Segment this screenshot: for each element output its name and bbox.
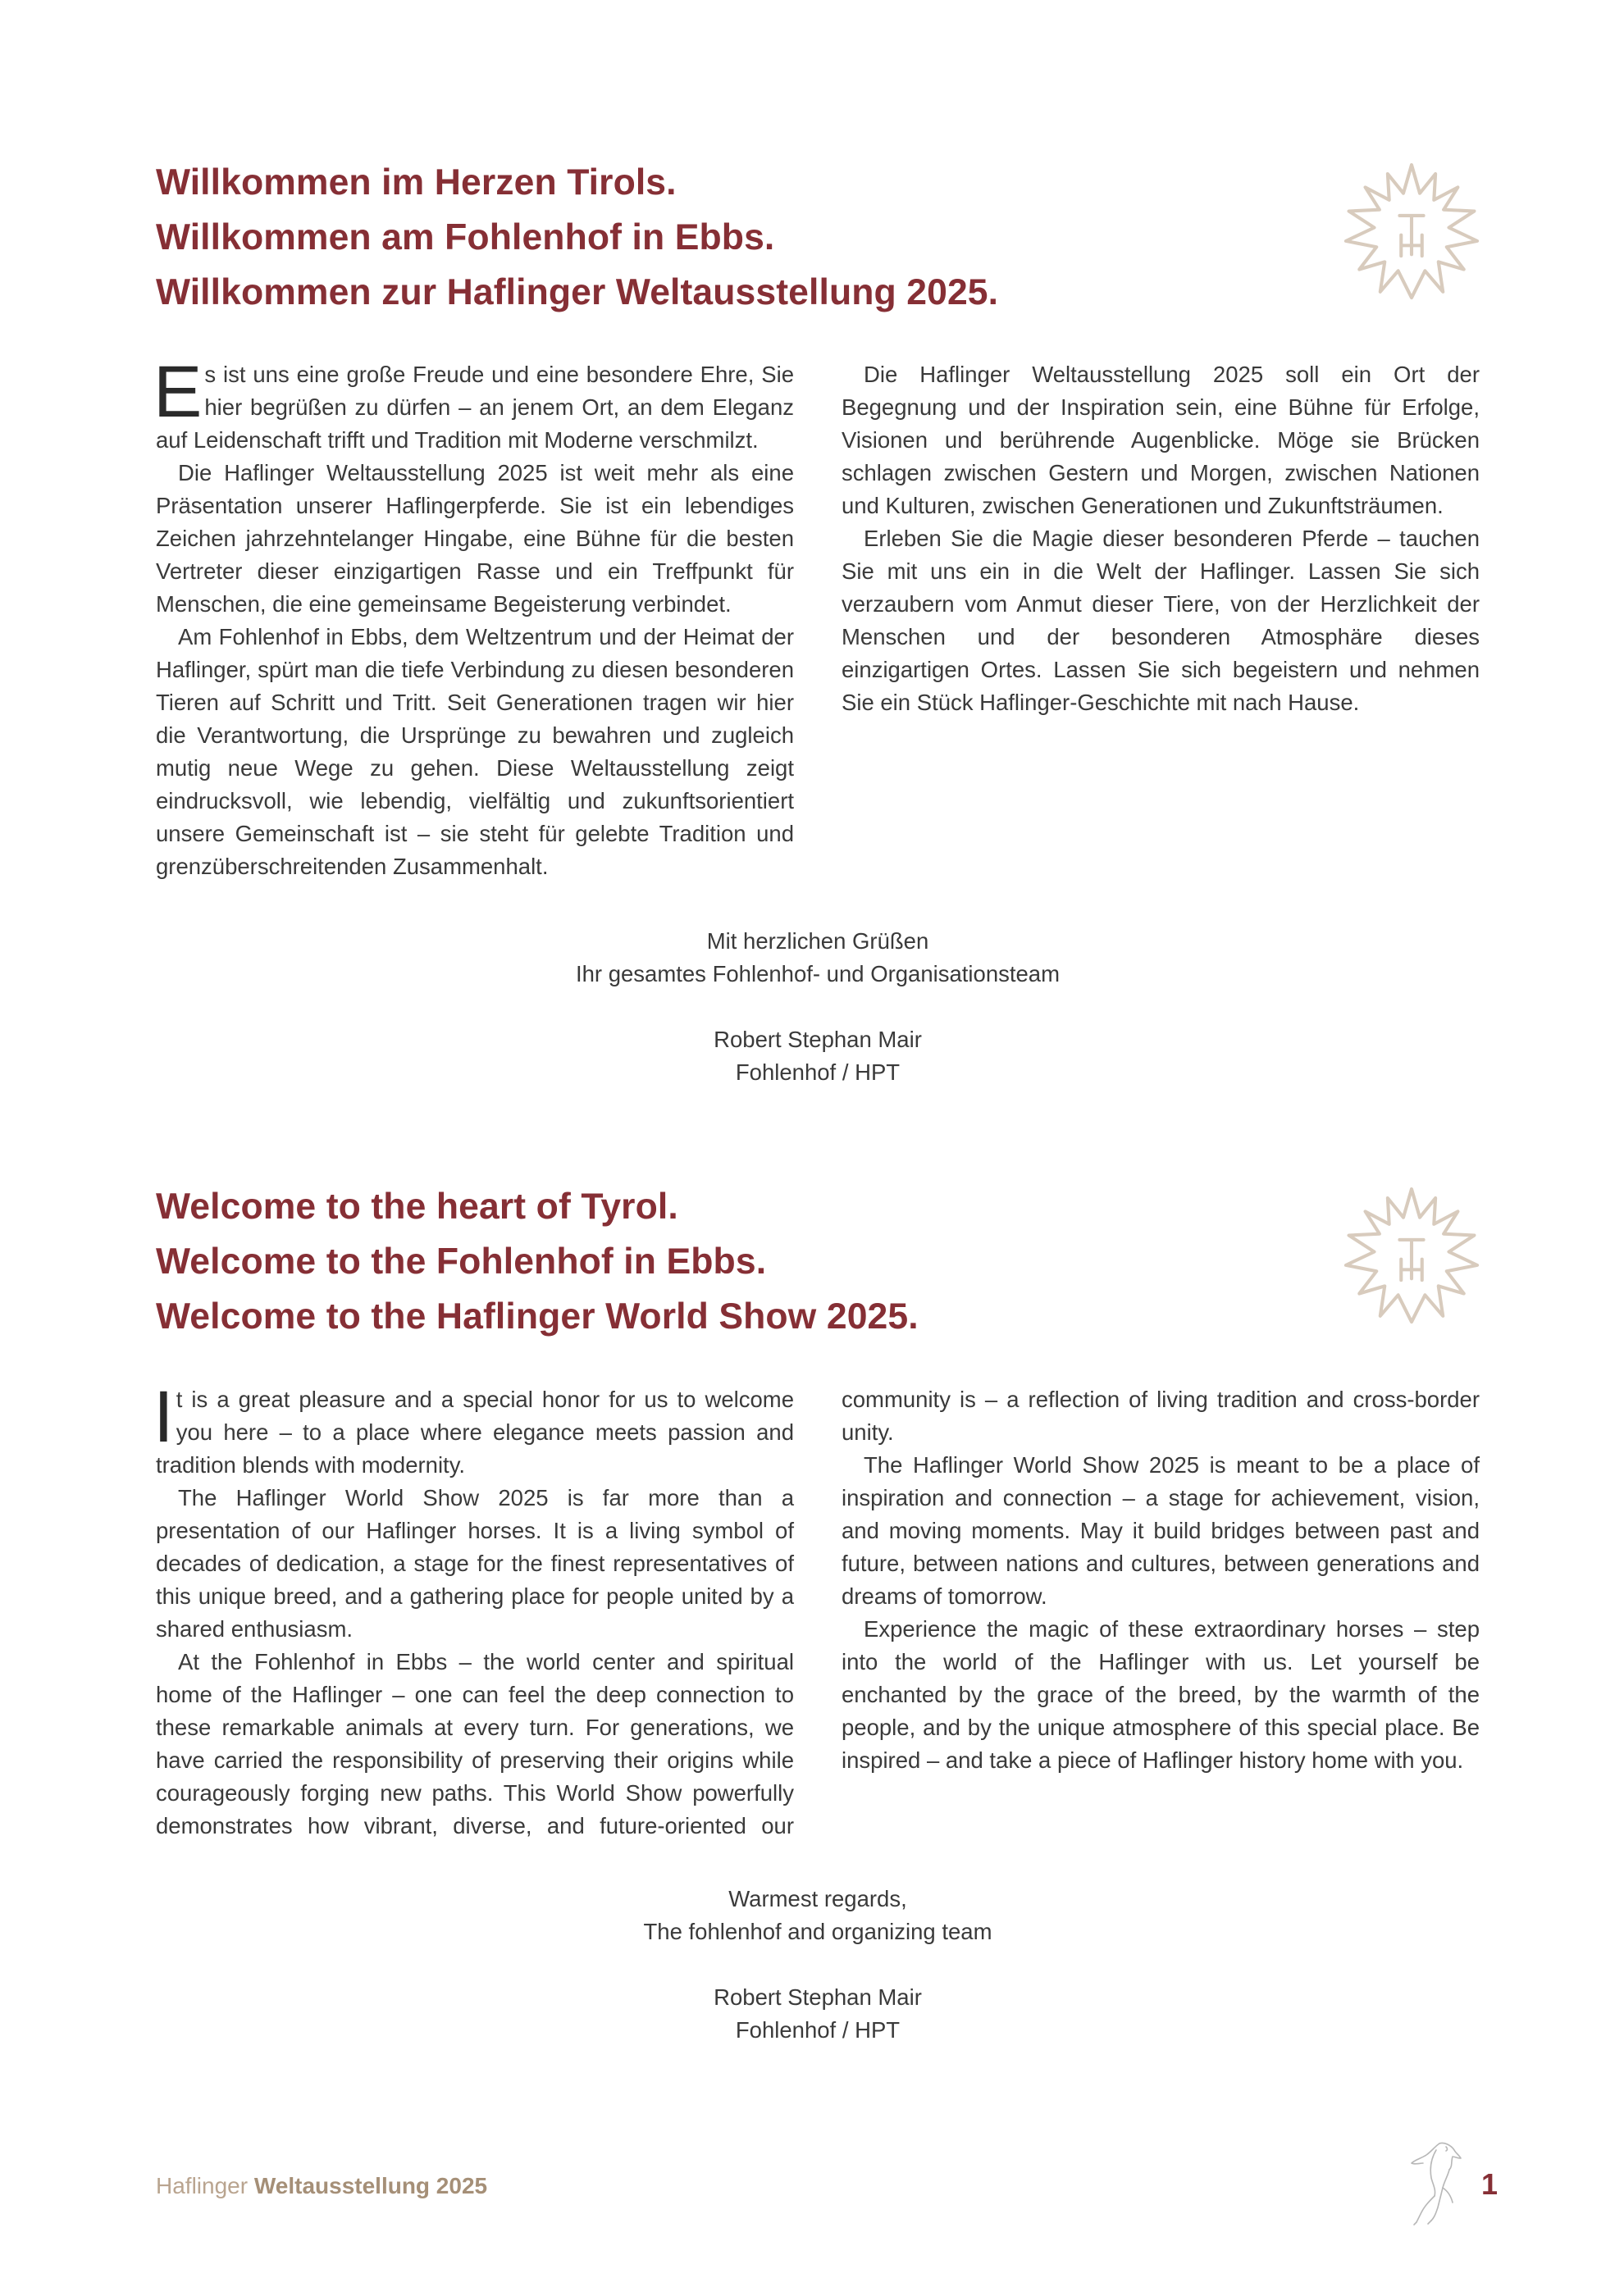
german-paragraph-3: Am Fohlenhof in Ebbs, dem Weltzentrum und der Heimat der Haflinger, spürt man die tiefe Verbindung zu diesen besonderen Tieren auf Schritt und Tritt. Seit Generationen tragen wir hier die Verantwortung, die Ursprünge zu bewahren und zugleich mutig neue Wege zu gehen. Diese Weltausstellung zeigt eindrucksvoll, wie lebendig, vielfältig und zukunftsorientiert unsere Gemeinschaft ist – sie steht für gelebte Tradition und grenzüberschreitenden Zusammenhalt. xyxy=(156,624,794,879)
edelweiss-fh-logo-icon xyxy=(1337,1182,1486,1331)
horse-icon xyxy=(1407,2139,1466,2229)
english-heading xyxy=(156,1179,919,1344)
page-number: 1 xyxy=(1481,2167,1499,2201)
english-paragraph-3: At the Fohlenhof in Ebbs – the world center and spiritual home of the Haflinger – one can feel the deep connection to these remarkable animals at every turn. For generations, we have carried the responsibility of preserving their origins while courageously forging new paths. This World Show powerfully demonstrates how vibrant, diverse, and future-oriented our community is – a reflection of living tradition and cross-border unity. xyxy=(156,1387,1480,1838)
english-heading-line-3: Welcome to the Haflinger World Show 2025. xyxy=(156,1296,919,1337)
german-dropcap: E xyxy=(153,350,203,432)
german-signature-block xyxy=(156,925,1480,1089)
english-closing: Warmest regards, xyxy=(728,1886,907,1911)
english-paragraph-2: The Haflinger World Show 2025 is far more than a presentation of our Haflinger horses. It is a living symbol of decades of dedication, a stage for the finest representatives of this unique breed, and a gathering place for people united by a shared enthusiasm. xyxy=(156,1485,794,1642)
german-organization: Fohlenhof / HPT xyxy=(735,1059,901,1085)
english-paragraph-5: Experience the magic of these extraordinary horses – step into the world of the Haflinger with us. Let yourself be enchanted by the grace of the breed, by the warmth of the people, and by the unique atmosphere of this special place. Be inspired – and take a piece of Haflinger history home with you. xyxy=(842,1616,1480,1773)
english-body-text xyxy=(153,1375,1480,1884)
german-heading-line-1: Willkommen im Herzen Tirols. xyxy=(156,162,677,203)
english-organization: Fohlenhof / HPT xyxy=(735,2017,901,2043)
english-paragraph-1 xyxy=(153,1375,794,1482)
german-paragraph-4: Die Haflinger Weltausstellung 2025 soll ein Ort der Begegnung und der Inspiration sein, eine Bühne für Erfolge, Visionen und berührende Augenblicke. Möge sie Brücken schlagen zwischen Gestern und Morgen, zwischen Nationen und Kulturen, zwischen Generationen und Zukunftsträumen. xyxy=(842,362,1480,518)
german-paragraph-1-text: s ist uns eine große Freude und eine besondere Ehre, Sie hier begrüßen zu dürfen – an jenem Ort, an dem Eleganz auf Leidenschaft trifft und Tradition mit Moderne verschmilzt. xyxy=(156,362,794,453)
german-closing: Mit herzlichen Grüßen xyxy=(706,928,929,954)
english-team: The fohlenhof and organizing team xyxy=(643,1919,992,1944)
german-paragraph-2: Die Haflinger Weltausstellung 2025 ist weit mehr als eine Präsentation unserer Haflingerpferde. Sie ist ein lebendiges Zeichen jahrzehntelanger Hingabe, eine Bühne für die besten Vertreter dieser einzigartigen Rasse und ein Treffpunkt für Menschen, die eine gemeinsame Begeisterung verbindet. xyxy=(156,460,794,617)
german-paragraph-5: Erleben Sie die Magie dieser besonderen Pferde – tauchen Sie mit uns ein in die Welt der Haflinger. Lassen Sie sich verzaubern vom Anmut dieser Tiere, von der Herzlichkeit der Menschen und der besonderen Atmosphäre dieses einzigartigen Ortes. Lassen Sie sich begeistern und nehmen Sie ein Stück Haflinger-Geschichte mit nach Hause. xyxy=(842,526,1480,715)
english-heading-line-2: Welcome to the Fohlenhof in Ebbs. xyxy=(156,1241,767,1282)
german-heading-line-3: Willkommen zur Haflinger Weltausstellung 2025. xyxy=(156,272,999,312)
footer-brand-light: Haflinger xyxy=(156,2173,249,2198)
german-heading xyxy=(156,155,998,320)
footer-brand-bold: Weltausstellung 2025 xyxy=(253,2173,488,2198)
german-team: Ihr gesamtes Fohlenhof- und Organisationsteam xyxy=(575,961,1061,986)
english-dropcap: I xyxy=(153,1375,174,1457)
german-heading-line-2: Willkommen am Fohlenhof in Ebbs. xyxy=(156,217,775,257)
footer-brand xyxy=(156,2170,487,2203)
german-paragraph-1 xyxy=(153,350,794,457)
english-paragraph-4: The Haflinger World Show 2025 is meant to be a place of inspiration and connection – a stage for achievement, vision, and moving moments. May it build bridges between past and future, between nations and cultures, between generations and dreams of tomorrow. xyxy=(842,1452,1480,1609)
edelweiss-fh-logo-icon xyxy=(1337,157,1486,307)
english-heading-line-1: Welcome to the heart of Tyrol. xyxy=(156,1187,678,1227)
german-body-text xyxy=(153,350,1480,891)
english-signatory: Robert Stephan Mair xyxy=(714,1984,922,2010)
english-paragraph-1-text: t is a great pleasure and a special honor for us to welcome you here – to a place where elegance meets passion and tradition blends with modernity. xyxy=(156,1387,794,1478)
english-signature-block xyxy=(156,1883,1480,2047)
german-signatory: Robert Stephan Mair xyxy=(714,1027,922,1052)
